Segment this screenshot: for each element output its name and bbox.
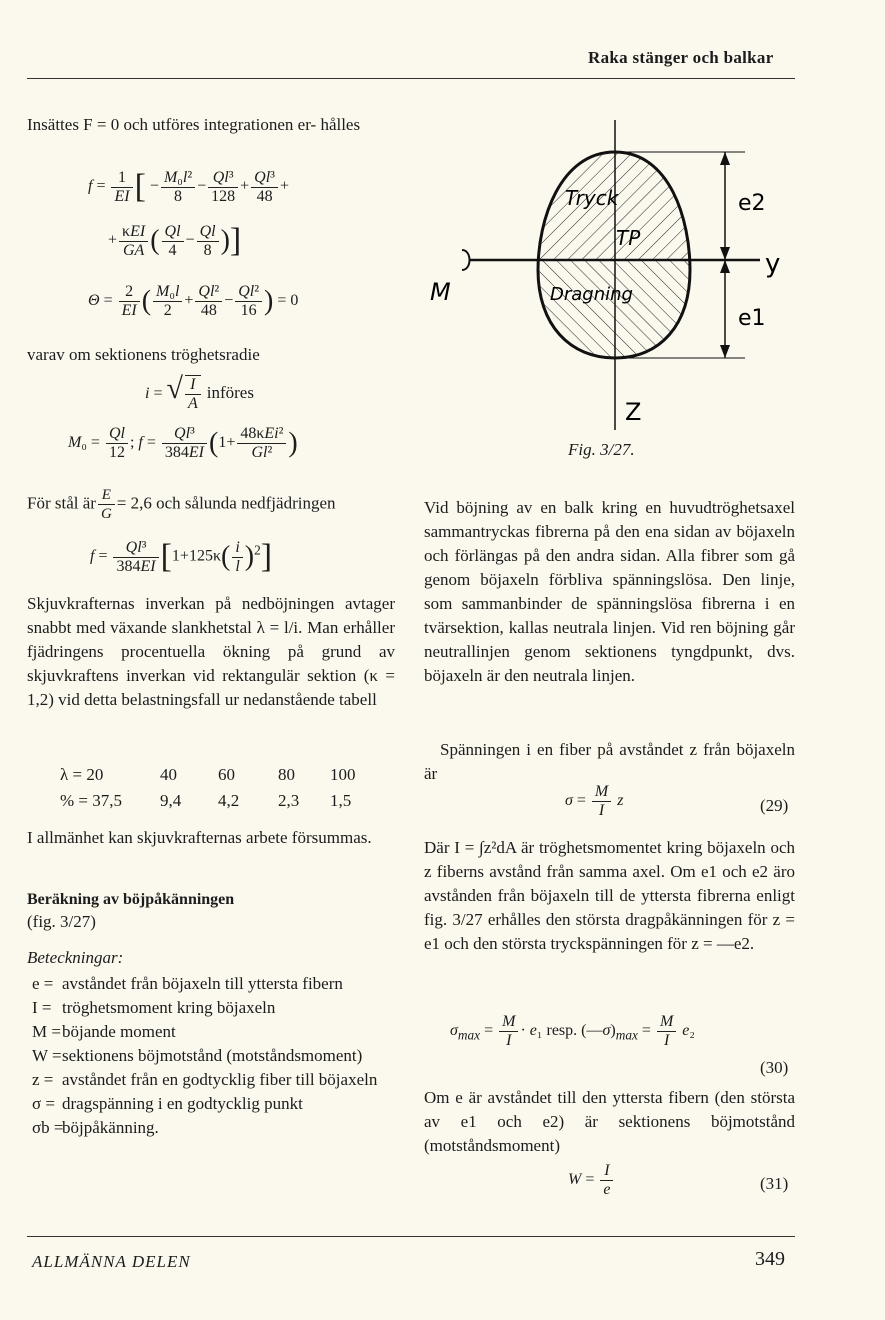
label-y: y [765,249,781,279]
paragraph-stress: Spänningen i en fiber på avståndet z från böjaxeln är [424,740,795,783]
definition-item: I = tröghetsmoment kring böjaxeln [32,998,276,1017]
formula-sigma-max: $\sigma_{max}$ = $\frac{M}{I}$ · e₁ resp. $(—\sigma)_{max}$ = $\frac{M}{I}$ e₂ [450,1013,695,1049]
table-cell: 1,5 [330,791,352,810]
formula-f: f = $\frac{1}{EI}$ [ − $\frac{\text{M₀l²}}{8}$ − $\frac{\text{Ql³}}{128}$ + $\frac{\text{Ql³}}{48}$ + [88,168,289,205]
table-cell: 2,3 [278,791,300,810]
table-cell: 60 [218,765,235,784]
intro-text: Insättes F = 0 och utföres integrationen er- hålles [27,115,361,134]
shear-table [60,765,400,815]
header-rule [27,78,795,79]
figure-caption: Fig. 3/27. [568,440,635,459]
label-m: M [430,278,451,306]
eq-number-31: (31) [760,1174,789,1193]
shear-paragraph: Skjuvkrafternas inverkan på nedböjningen avtager snabbt med växande slankhetstal λ = l/i. Man erhåller fjädringens procentuella ökning på grund av skjuvkraftens inverkan vid rektangulär sektion (κ = 1,2) vid detta belastningsfall ur nedanstående tabell [27,594,395,709]
section-title: Beräkning av böjpåkänningen [27,891,235,908]
paragraph-bending: Vid böjning av en balk kring en huvudtröghetsaxel sammantryckas fibrerna på den ena sidan av böjaxeln och förlängas på den andra sidan. Alla fibrer som gå genom böjaxeln förbliva spänningslösa. Den linje, som sammanbinder de spänningslösa fibrerna i en tvärsektion, kallas neutrala linjen. Vid ren böjning går neutrallinjen genom sektionens tyngdpunkt, dvs. böjaxeln är den neutrala linjen. [424,498,795,685]
label-z: Z [625,398,642,426]
formula-i: i = √ $\frac{I}{A}$ införes [145,372,254,413]
formula-theta: Θ = $\frac{2}{EI}$ ( $\frac{\text{M₀l}}{2}$ + $\frac{\text{Ql²}}{48}$ − $\frac{\text{Ql²}}{16}$ ) = 0 [88,283,299,319]
cross-section-egg [538,152,690,358]
label-tryck: Tryck [565,186,619,210]
formula-sigma: σ = $\frac{M}{I}$ z [565,783,624,819]
definition-item: σ = dragspänning i en godtycklig punkt [32,1094,303,1113]
figure-3-27 [420,110,800,460]
definition-item: σb = böjpåkänning. [32,1118,159,1137]
eq-number-29: (29) [760,796,789,815]
label-e2: e2 [738,191,766,216]
table-cell: 4,2 [218,791,240,810]
steel-text: För stål är $\frac{E}{G}$ = 2,6 och sålunda nedfjädringen [27,487,336,522]
section-ref: (fig. 3/27) [27,912,96,931]
paragraph-section-modulus: Om e är avståndet till den yttersta fibern (den största av e1 och e2) är sektionens böjmotstånd (motståndsmoment) [424,1088,795,1155]
eq-number-30: (30) [760,1058,789,1077]
table-row1-label: λ = 20 [60,765,104,784]
formula-f-steel: f = $\frac{\text{Ql³}}{384EI}$ [1+125κ( $\frac{i}{l}$ )$^2$] [90,538,273,575]
definition-item: W = sektionens böjmotstånd (motståndsmoment) [32,1046,363,1065]
table-row2-label: % = 37,5 [60,791,122,810]
label-drag: Dragning [550,284,633,305]
definition-item: M = böjande moment [32,1022,176,1041]
formula-m0: M₀ = $\frac{Ql}{12}$ ; f = $\frac{\text{Ql³}}{384EI}$ (1+ $\frac{\text{48κEi²}}{\text{Gl²}}$ ) [68,425,298,461]
formula-f-cont: + $\frac{\text{κEI}}{GA}$ ( $\frac{Ql}{4}$ − $\frac{Ql}{8}$ )] [108,222,242,259]
definition-list [0,972,395,1140]
definition-item: e = avståndet från böjaxeln till yttersta fibern [32,974,343,993]
table-cell: 9,4 [160,791,182,810]
table-cell: 100 [330,765,356,784]
table-cell: 40 [160,765,177,784]
page-number: 349 [755,1248,785,1270]
radius-text: varav om sektionens tröghetsradie [27,345,260,364]
formula-w: W = $\frac{I}{e}$ [568,1162,615,1199]
notation-title: Beteckningar: [27,948,124,967]
label-e1: e1 [738,306,766,331]
running-header: Raka stänger och balkar [588,48,774,67]
summary-text: I allmänhet kan skjuvkrafternas arbete försummas. [27,828,372,847]
table-cell: 80 [278,765,295,784]
footer-rule [27,1236,795,1237]
inforas-text: införes [206,383,254,402]
definition-item: z = avståndet från en godtycklig fiber till böjaxeln [32,1070,378,1089]
label-tp: TP [616,226,641,250]
footer-section: ALLMÄNNA DELEN [32,1252,191,1271]
paragraph-inertia: Där I = ∫z²dA är tröghetsmomentet kring böjaxeln och z fiberns avstånd från samma axel. Om e1 och e2 äro avstånden från böjaxeln till de yttersta fibrerna enligt fig. 3/27 erhålles den största dragpåkänningen för z = e1 och den största tryckspänningen för z = —e2. [424,838,795,953]
